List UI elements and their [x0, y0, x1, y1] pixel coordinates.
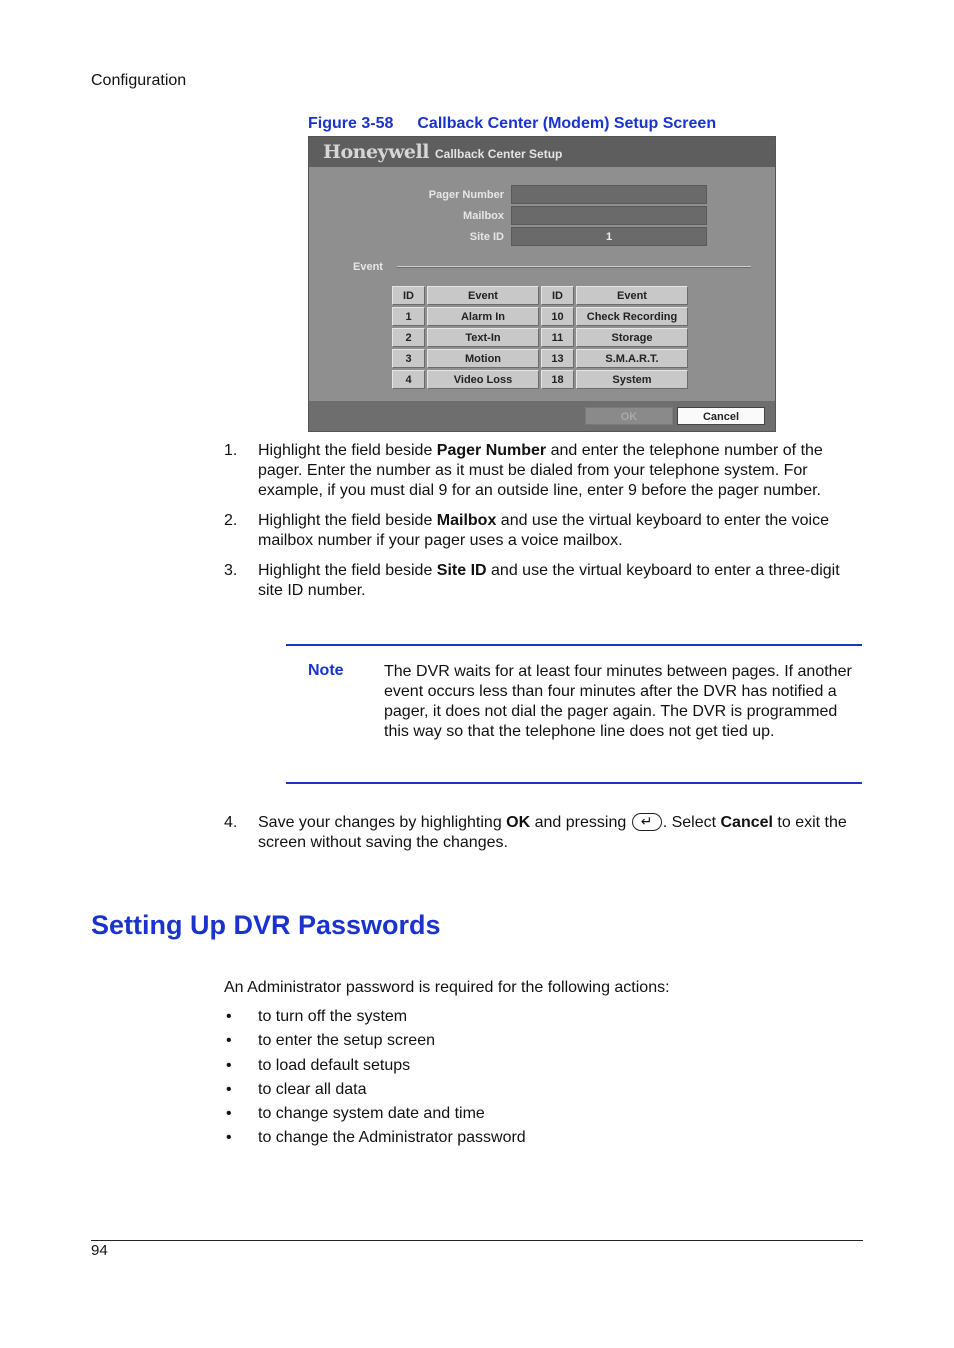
event-id[interactable]: 13 — [541, 349, 574, 368]
table-row — [392, 349, 688, 368]
enter-button-icon — [632, 813, 662, 831]
figure-title: Callback Center (Modem) Setup Screen — [417, 115, 717, 132]
site-id-label: Site ID — [469, 231, 504, 243]
event-name[interactable]: Check Recording — [576, 307, 688, 326]
list-item: • to clear all data — [224, 1079, 526, 1103]
event-id[interactable]: 18 — [541, 370, 574, 389]
section-intro: An Administrator password is required for the following actions: — [224, 979, 670, 996]
header-id: ID — [541, 286, 574, 305]
event-id[interactable]: 2 — [392, 328, 425, 347]
running-header: Configuration — [91, 72, 187, 89]
header-id: ID — [392, 286, 425, 305]
event-name[interactable]: Storage — [576, 328, 688, 347]
list-item: • to change the Administrator password — [224, 1127, 526, 1151]
dvr-title-bar — [309, 137, 775, 167]
event-id[interactable]: 1 — [392, 307, 425, 326]
dvr-screenshot — [308, 136, 776, 432]
event-id[interactable]: 10 — [541, 307, 574, 326]
bullet-marker: • — [226, 1129, 232, 1147]
table-row — [392, 370, 688, 389]
honeywell-logo: Honeywell — [323, 141, 429, 163]
event-name[interactable]: Video Loss — [427, 370, 539, 389]
table-row — [392, 328, 688, 347]
header-event: Event — [427, 286, 539, 305]
figure-number: Figure 3-58 — [308, 115, 394, 132]
bullet-marker: • — [226, 1008, 232, 1025]
list-item: • to load default setups — [224, 1055, 526, 1079]
password-actions-list — [224, 1006, 526, 1152]
list-item: • to change system date and time — [224, 1103, 526, 1127]
site-id-value: 1 — [606, 231, 613, 243]
cancel-button[interactable]: Cancel — [677, 407, 765, 425]
event-id[interactable]: 3 — [392, 349, 425, 368]
mailbox-field[interactable] — [511, 206, 707, 225]
step-number: 1. — [224, 442, 238, 459]
bullet-marker: • — [226, 1105, 232, 1123]
step-1 — [224, 441, 864, 501]
note-text: The DVR waits for at least four minutes between pages. If another event occurs less than four minutes after the DVR has notified a pager, it does not dial the pager again. The DVR is programmed this way so that the telephone line does not get tied up. — [384, 663, 852, 740]
pager-number-field[interactable] — [511, 185, 707, 204]
event-divider — [397, 266, 751, 268]
section-heading: Setting Up DVR Passwords — [91, 910, 441, 940]
event-id[interactable]: 11 — [541, 328, 574, 347]
header-event: Event — [576, 286, 688, 305]
event-section-label: Event — [353, 261, 383, 273]
step-3 — [224, 561, 864, 601]
event-table-header — [392, 286, 688, 305]
note-bottom-rule — [286, 782, 862, 784]
figure-caption — [308, 115, 716, 133]
step-number: 4. — [224, 814, 238, 831]
step-number: 3. — [224, 562, 238, 579]
step-4 — [224, 813, 864, 853]
step-text: Highlight the field beside Pager Number and enter the telephone number of the pager. Enter the number as it must be dialed from your telephone system. For example, if you must dial 9 for an outside line, enter 9 before the pager number. — [258, 442, 823, 499]
table-row — [392, 307, 688, 326]
pager-number-label: Pager Number — [428, 189, 504, 201]
bullet-marker: • — [226, 1056, 232, 1074]
event-name[interactable]: Motion — [427, 349, 539, 368]
step-text: Highlight the field beside Site ID and use the virtual keyboard to enter a three-digit site ID number. — [258, 562, 840, 599]
event-name[interactable]: Text-In — [427, 328, 539, 347]
footer-rule — [91, 1240, 863, 1241]
dvr-button-bar — [309, 401, 775, 431]
event-name[interactable]: S.M.A.R.T. — [576, 349, 688, 368]
bullet-marker: • — [226, 1080, 232, 1098]
bullet-marker: • — [226, 1032, 232, 1050]
list-item: • to turn off the system — [224, 1006, 526, 1030]
mailbox-label: Mailbox — [463, 210, 504, 222]
event-table — [390, 284, 690, 391]
page-number: 94 — [91, 1242, 108, 1259]
list-item: • to enter the setup screen — [224, 1030, 526, 1054]
event-name[interactable]: Alarm In — [427, 307, 539, 326]
step-text: Highlight the field beside Mailbox and use the virtual keyboard to enter the voice mailbox number if your pager uses a voice mailbox. — [258, 512, 829, 549]
step-text: Save your changes by highlighting OK and pressing ↵. Select Cancel to exit the screen without saving the changes. — [258, 813, 864, 853]
note-top-rule — [286, 644, 862, 646]
event-name[interactable]: System — [576, 370, 688, 389]
step-2 — [224, 511, 864, 551]
step-number: 2. — [224, 512, 238, 529]
event-id[interactable]: 4 — [392, 370, 425, 389]
ok-button[interactable]: OK — [585, 407, 673, 425]
dvr-screen-title: Callback Center Setup — [435, 147, 563, 161]
note-label: Note — [308, 662, 344, 679]
site-id-field[interactable] — [511, 227, 707, 246]
